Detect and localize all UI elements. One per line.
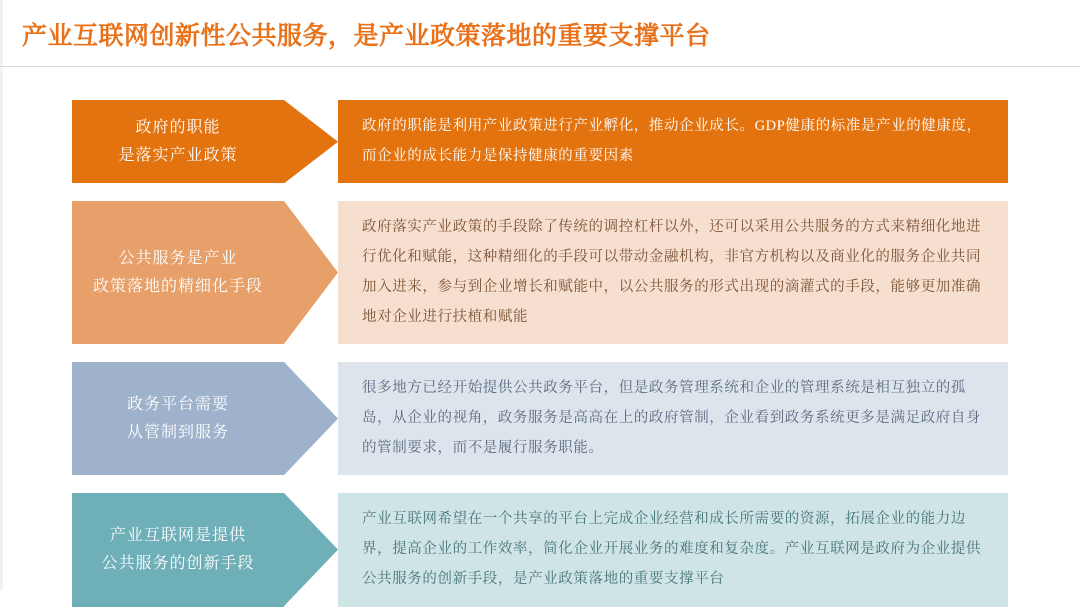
row-body [338,493,1008,606]
row-body-text: 很多地方已经开始提供公共政务平台，但是政务管理系统和企业的管理系统是相互独立的孤岛，从企业的视角，政务服务是高高在上的政府管制，企业看到政务系统更多是满足政府自身的管制要求，而不是履行服务职能。 [362,380,982,456]
process-rows [72,100,1008,607]
row-label-line: 产业互联网是提供 [109,527,246,545]
row-label [72,362,284,475]
left-edge-strip [0,0,3,591]
row-body [338,362,1008,475]
row-label-line: 是落实产业政策 [118,146,238,164]
arrow-right-icon [284,100,338,183]
arrow-connector [284,201,338,344]
row-label [72,201,284,344]
arrow-right-icon [284,362,338,475]
process-row [72,100,1008,183]
row-body [338,201,1008,344]
arrow-connector [284,493,338,606]
row-label-line: 政务平台需要 [126,395,229,413]
process-row [72,362,1008,475]
process-row [72,201,1008,344]
arrow-right-icon [284,493,338,606]
row-body-text: 政府落实产业政策的手段除了传统的调控杠杆以外，还可以采用公共服务的方式来精细化地进行优化和赋能，这种精细化的手段可以带动金融机构，非官方机构以及商业化的服务企业共同加入进来，参与到企业增长和赋能中，以公共服务的形式出现的滴灌式的手段，能够更加准确地对企业进行扶植和赋能 [362,219,982,325]
row-body [338,100,1008,183]
row-label-line: 公共服务是产业 [118,249,238,267]
arrow-connector [284,100,338,183]
page-title: 产业互联网创新性公共服务，是产业政策落地的重要支撑平台 [22,22,711,50]
row-body-text: 产业互联网希望在一个共享的平台上完成企业经营和成长所需要的资源，拓展企业的能力边界，提高企业的工作效率，简化企业开展业务的难度和复杂度。产业互联网是政府为企业提供公共服务的创新手段，是产业政策落地的重要支撑平台 [362,511,982,587]
row-label-line: 公共服务的创新手段 [101,555,255,573]
row-label-line: 从管制到服务 [126,423,229,441]
row-label [72,493,284,606]
process-row [72,493,1008,606]
row-body-text: 政府的职能是利用产业政策进行产业孵化，推动企业成长。GDP健康的标准是产业的健康度，而企业的成长能力是保持健康的重要因素 [362,118,982,164]
row-label-line: 政策落地的精细化手段 [92,277,263,295]
arrow-right-icon [284,201,338,344]
arrow-connector [284,362,338,475]
row-label [72,100,284,183]
title-divider [0,66,1080,67]
row-label-line: 政府的职能 [135,118,221,136]
